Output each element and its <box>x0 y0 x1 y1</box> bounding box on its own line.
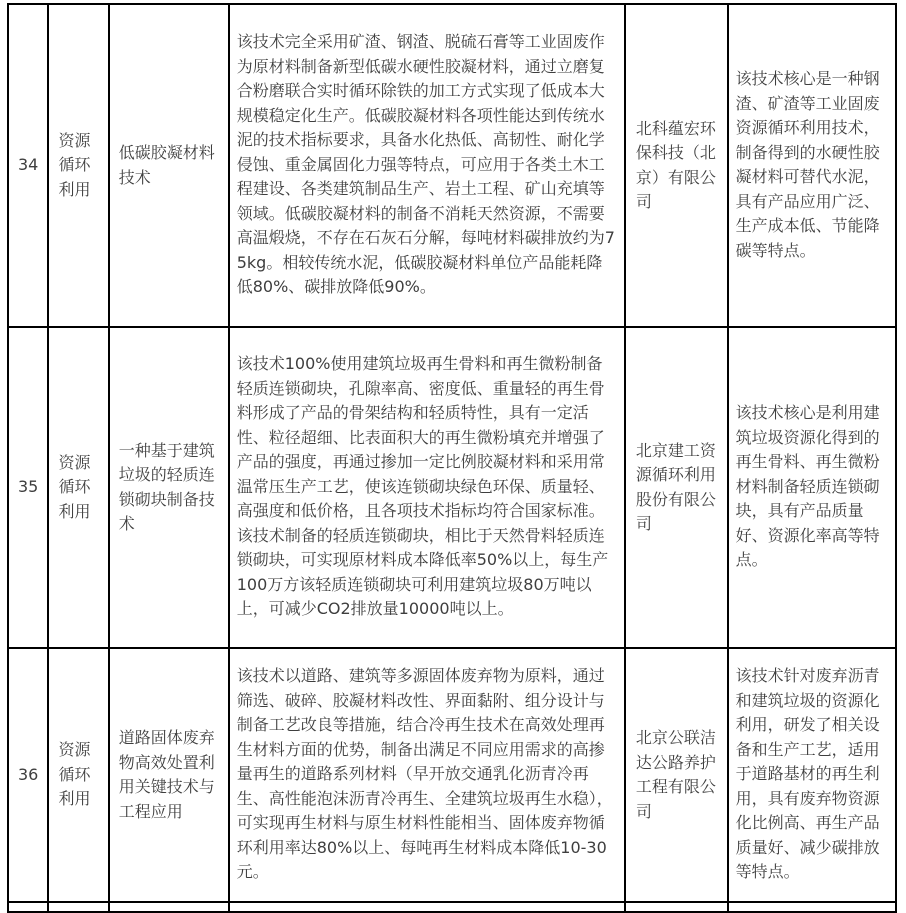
tech-name-cell <box>109 648 229 902</box>
description-text: 该技术100%使用建筑垃圾再生骨料和再生微粉制备轻质连锁砌块，孔隙率高、密度低、重量轻的再生骨料形成了产品的骨架结构和轻质特性，具有一定活性、粒径超细、比表面积大的再生微粉填充并增强了产品的强度，再通过掺加一定比例胶凝材料和采用常温常压生产工艺，使该连锁砌块绿色环保、质量轻、高强度和低价格，且各项技术指标均符合国家标准。该技术制备的轻质连锁砌块，相比于天然骨料轻质连锁砌块，可实现原材料成本降低率50%以上，每生产100万方该轻质连锁砌块可利用建筑垃圾80万吨以上，可减少CO2排放量10000吨以上。 <box>236 354 609 619</box>
category-cell <box>48 648 108 902</box>
description-cell <box>229 4 625 327</box>
organization-text: 北京公联洁达公路养护工程有限公司 <box>635 728 716 821</box>
core-summary-cell <box>728 327 896 648</box>
row-number: 34 <box>17 155 39 175</box>
core-summary-text: 该技术核心是一种钢渣、矿渣等工业固废资源循环利用技术，制备得到的水硬性胶凝材料可替代水泥，具有产品应用广泛、生产成本低、节能降碳等特点。 <box>735 69 880 260</box>
description-text: 该技术以道路、建筑等多源固体废弃物为原料，通过筛选、破碎、胶凝材料改性、界面黏附、组分设计与制备工艺改良等措施，结合冷再生技术在高效处理再生材料方面的优势，制备出满足不同应用需求的高掺量再生的道路系列材料（早开放交通乳化沥青冷再生、高性能泡沫沥青冷再生、全建筑垃圾再生水稳），可实现再生材料与原生材料性能相当、固体废弃物循环利用率达80%以上、每吨再生材料成本降低10-30元。 <box>236 666 613 882</box>
tech-name-text: 一种基于建筑垃圾的轻质连锁砌块制备技术 <box>118 440 215 533</box>
row-number-cell <box>8 648 48 902</box>
core-summary-cell <box>728 648 896 902</box>
row-number-cell <box>8 327 48 648</box>
organization-cell <box>625 4 728 327</box>
category-cell <box>48 327 108 648</box>
core-summary-text: 该技术针对废弃沥青和建筑垃圾的资源化利用，研发了相关设备和生产工艺，适用于道路基材的再生利用，具有废弃物资源化比例高、再生产品质量好、减少碳排放等特点。 <box>735 666 880 882</box>
table-row <box>8 327 896 648</box>
organization-text: 北京建工资源循环利用股份有限公司 <box>635 440 716 533</box>
organization-cell <box>625 648 728 902</box>
organization-text: 北科蕴宏环保科技（北京）有限公司 <box>635 118 716 211</box>
category-text: 资源循环利用 <box>58 130 91 199</box>
tech-name-text: 道路固体废弃物高效处置利用关键技术与工程应用 <box>118 728 215 821</box>
tech-name-text: 低碳胶凝材料技术 <box>118 143 215 187</box>
description-text: 该技术完全采用矿渣、钢渣、脱硫石膏等工业固废作为原材料制备新型低碳水硬性胶凝材料，通过立磨复合粉磨联合实时循环除铁的加工方式实现了低成本大规模稳定化生产。低碳胶凝材料各项性能达到传统水泥的技术指标要求，具备水化热低、高韧性、耐化学侵蚀、重金属固化力强等特点，可应用于各类土木工程建设、各类建筑制品生产、岩土工程、矿山充填等领域。低碳胶凝材料的制备不消耗天然资源，不需要高温煅烧，不存在石灰石分解，每吨材料碳排放约为75kg。相较传统水泥，低碳胶凝材料单位产品能耗降低80%、碳排放降低90%。 <box>236 32 615 297</box>
table-row <box>8 4 896 327</box>
table-row <box>8 648 896 902</box>
tech-name-cell <box>109 4 229 327</box>
technology-table <box>7 3 897 913</box>
row-number-cell <box>8 4 48 327</box>
tech-name-cell <box>109 327 229 648</box>
row-number: 36 <box>17 764 39 784</box>
category-cell <box>48 4 108 327</box>
core-summary-text: 该技术核心是利用建筑垃圾资源化得到的再生骨料、再生微粉材料制备轻质连锁砌块，具有产品质量好、资源化率高等特点。 <box>735 403 880 570</box>
description-cell <box>229 648 625 902</box>
row-number: 35 <box>17 477 39 497</box>
organization-cell <box>625 327 728 648</box>
category-text: 资源循环利用 <box>58 452 91 521</box>
description-cell <box>229 327 625 648</box>
category-text: 资源循环利用 <box>58 740 91 809</box>
core-summary-cell <box>728 4 896 327</box>
